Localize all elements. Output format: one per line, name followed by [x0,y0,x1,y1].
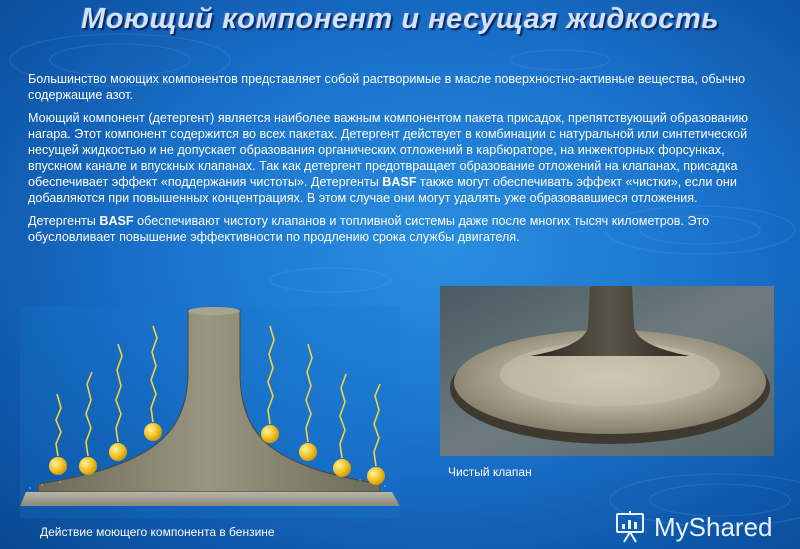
molecule-head [144,423,162,441]
molecule-head [109,443,127,461]
valve-base [20,492,400,506]
molecule-head [261,425,279,443]
paragraph-surfactants: Большинство моющих компонентов представляет собой растворимые в масле поверхностно-активные вещества, обычно содержащие азот. [28,72,746,102]
slide-title: Моющий компонент и несущая жидкость [81,3,719,35]
presentation-board-icon [614,510,650,544]
diagram-caption: Действие моющего компонента в бензине [40,525,275,539]
clean-valve-photo [440,286,774,456]
molecule-head [367,467,385,485]
basf-brand: BASF [99,214,134,228]
molecule-head [79,457,97,475]
paragraph-basf-start: Детергенты [28,214,100,228]
paragraph-basf [28,213,778,245]
paragraph-detergent [28,110,778,206]
body-text [28,71,778,252]
detergent-diagram [20,306,400,518]
valve-caption: Чистый клапан [448,465,532,479]
molecule-head [299,443,317,461]
watermark-brand: MyShared [654,512,773,542]
paragraph-detergent-end: также могут обеспечивать эффект «чистки», если они добавляются при повышенных концентрациях. В этом случае они могут удалять уже образовавшиеся отложения. [28,175,737,205]
watermark-logo [610,510,790,544]
basf-brand: BASF [382,175,417,189]
molecule-head [333,459,351,477]
paragraph-basf-end: обеспечивают чистоту клапанов и топливной системы даже после многих тысяч километров. Это обусловливает повышение эффективности по продлению срока службы двигателя. [28,214,710,244]
molecule-head [49,457,67,475]
valve-stem-top [188,307,240,315]
paragraph-detergent-text: Моющий компонент (детергент) является наиболее важным компонентом пакета присадок, препятствующий образованию нагара. Этот компонент содержится во всех пакетах. Детергент действует в комбинации с натуральной или синтетической несущей жидкостью и не допускает образования органических отложений в карбюраторе, на инжекторных форсунках, впускном канале и впускных клапанах. Так как детергент предотвращает образование отложений на клапанах, присадка обеспечивает эффект «поддержания чистоты». Детергенты [28,111,748,189]
